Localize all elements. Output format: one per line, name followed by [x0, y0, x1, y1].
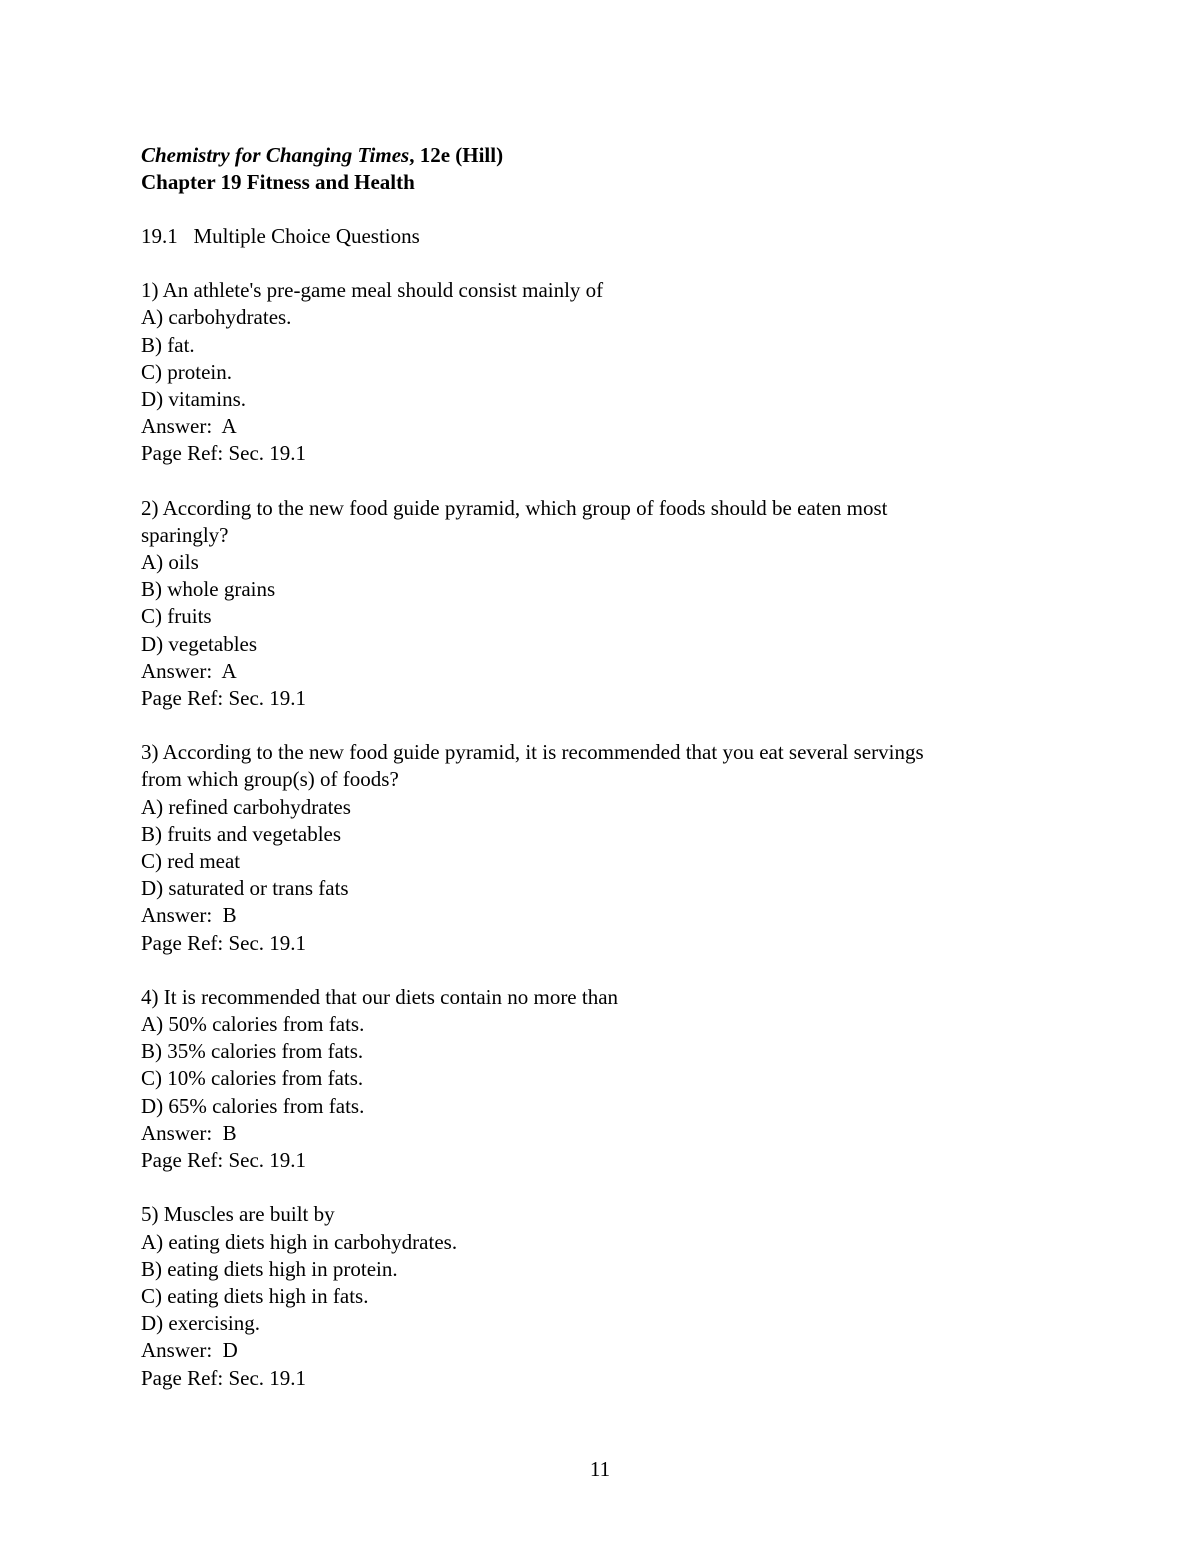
page-number: 11: [589, 1457, 611, 1481]
answer-option: C) eating diets high in fats.: [141, 1283, 369, 1308]
answer-option: A) refined carbohydrates: [141, 794, 351, 819]
answer-option: A) oils: [141, 550, 199, 575]
document-page: [141, 142, 1101, 1392]
book-edition: , 12e (Hill): [409, 143, 504, 167]
answer-option: D) saturated or trans fats: [141, 876, 349, 901]
answer-key: Answer: B: [141, 903, 237, 928]
question-block: [141, 984, 1101, 1174]
answer-option: D) exercising.: [141, 1311, 260, 1336]
answer-option: C) fruits: [141, 604, 212, 629]
question-list: [141, 277, 1101, 1392]
answer-option: A) carbohydrates.: [141, 305, 292, 330]
page-reference: Page Ref: Sec. 19.1: [141, 686, 307, 711]
book-title: Chemistry for Changing Times: [141, 143, 410, 167]
answer-key: Answer: B: [141, 1120, 237, 1145]
page-reference: Page Ref: Sec. 19.1: [141, 441, 307, 466]
answer-key: Answer: A: [141, 414, 237, 439]
question-stem: 4) It is recommended that our diets contain no more than: [141, 984, 619, 1009]
question-block: [141, 739, 1101, 957]
answer-option: A) eating diets high in carbohydrates.: [141, 1229, 458, 1254]
question-stem: sparingly?: [141, 522, 229, 547]
page-reference: Page Ref: Sec. 19.1: [141, 1365, 307, 1390]
answer-option: C) 10% calories from fats.: [141, 1066, 364, 1091]
answer-option: D) vitamins.: [141, 387, 246, 412]
answer-option: B) eating diets high in protein.: [141, 1256, 398, 1281]
answer-key: Answer: D: [141, 1338, 238, 1363]
question-stem: 1) An athlete's pre-game meal should consist mainly of: [141, 278, 604, 303]
answer-key: Answer: A: [141, 658, 237, 683]
question-block: [141, 495, 1101, 713]
question-stem: 3) According to the new food guide pyramid, it is recommended that you eat several servings: [141, 740, 924, 765]
answer-option: D) 65% calories from fats.: [141, 1093, 365, 1118]
document-title: [141, 142, 1101, 169]
question-stem: 2) According to the new food guide pyramid, which group of foods should be eaten most: [141, 495, 888, 520]
question-stem: 5) Muscles are built by: [141, 1202, 335, 1227]
section-title: 19.1 Multiple Choice Questions: [141, 224, 420, 248]
answer-option: B) fat.: [141, 332, 195, 357]
answer-option: B) 35% calories from fats.: [141, 1039, 364, 1064]
answer-option: C) protein.: [141, 359, 232, 384]
answer-option: B) fruits and vegetables: [141, 821, 342, 846]
question-block: [141, 277, 1101, 467]
answer-option: C) red meat: [141, 849, 241, 874]
question-stem: from which group(s) of foods?: [141, 767, 399, 792]
answer-option: A) 50% calories from fats.: [141, 1012, 365, 1037]
question-block: [141, 1201, 1101, 1391]
answer-option: D) vegetables: [141, 631, 258, 656]
answer-option: B) whole grains: [141, 577, 276, 602]
page-reference: Page Ref: Sec. 19.1: [141, 930, 307, 955]
chapter-title: Chapter 19 Fitness and Health: [141, 170, 415, 194]
page-reference: Page Ref: Sec. 19.1: [141, 1148, 307, 1173]
